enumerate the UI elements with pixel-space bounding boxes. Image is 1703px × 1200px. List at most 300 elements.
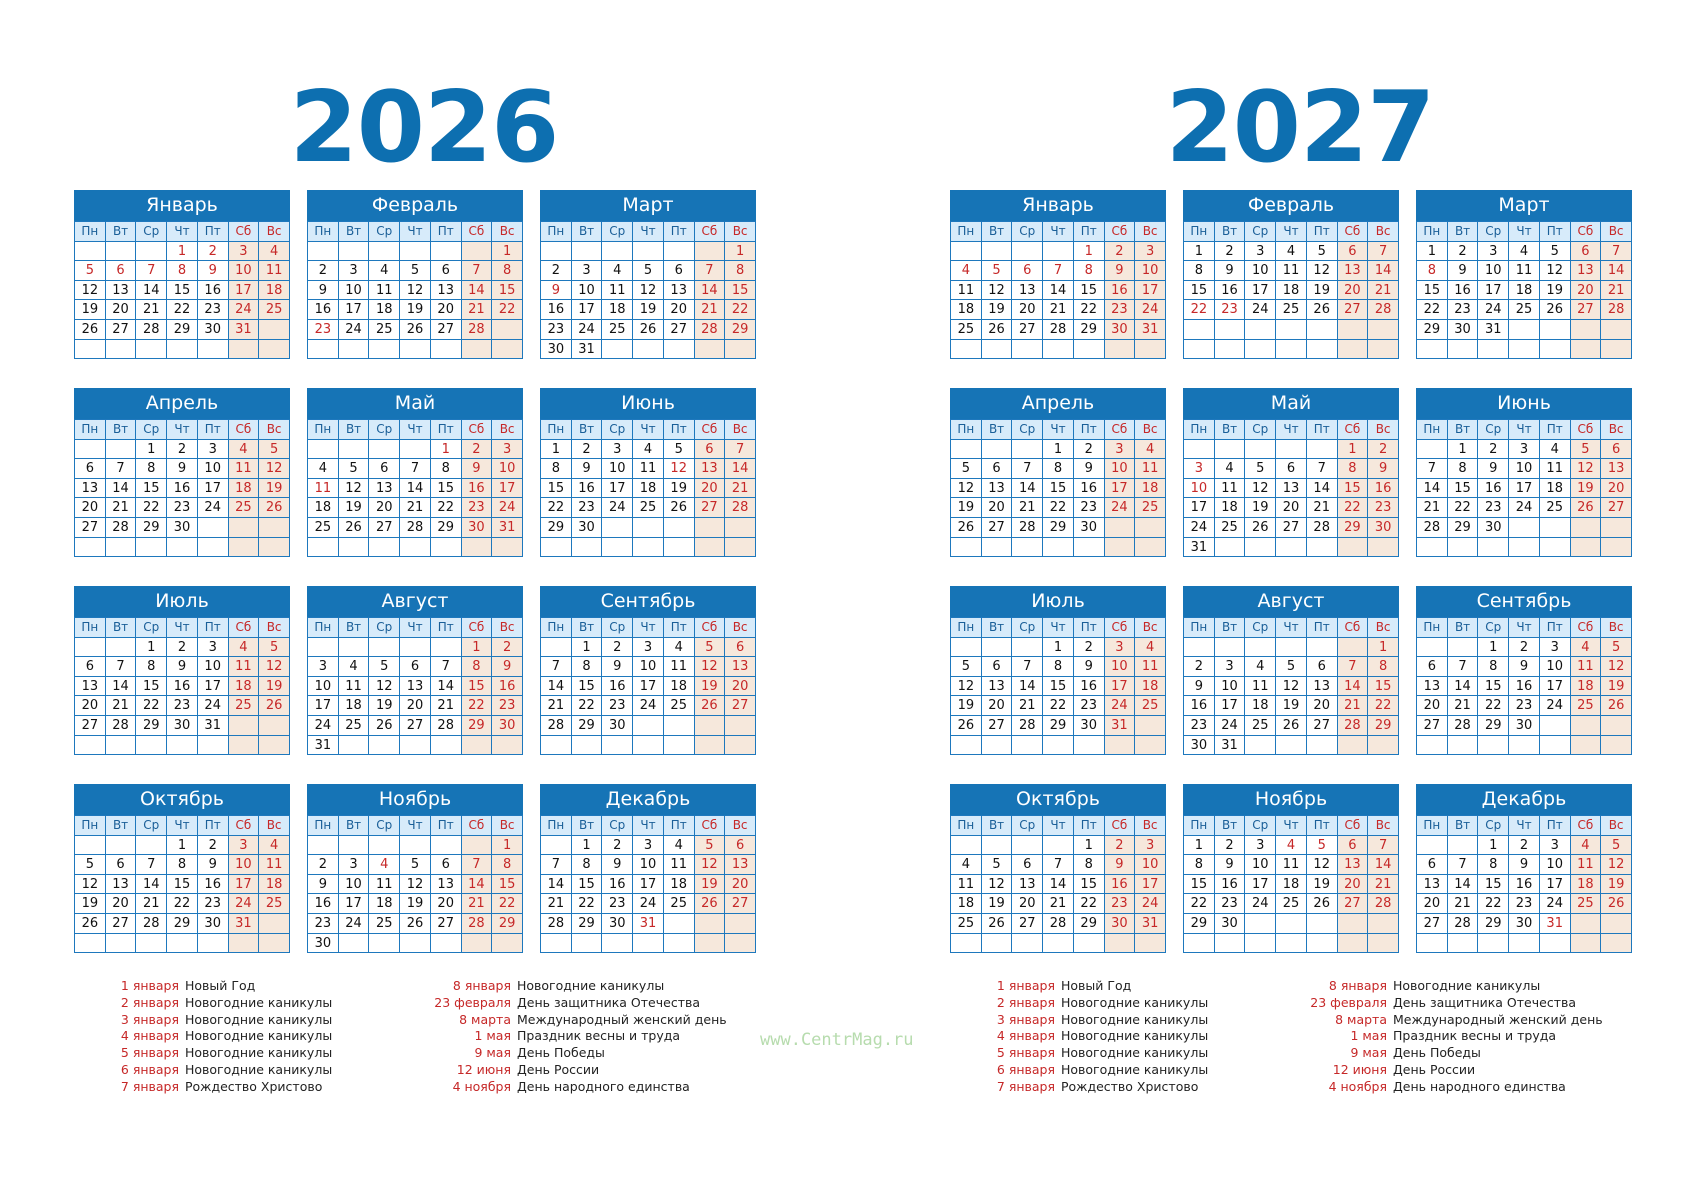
day-cell: 7 [1043,261,1074,281]
empty-day-cell [400,934,431,954]
empty-day-cell [1245,638,1276,658]
day-cell: 11 [1276,855,1307,875]
day-cell: 28 [431,716,462,736]
day-cell: 10 [633,657,664,677]
weekday-header: Вс [725,618,756,638]
weekday-header: Сб [1338,618,1369,638]
day-cell: 9 [602,657,633,677]
day-cell: 29 [1074,320,1105,340]
month-grid [74,419,290,557]
empty-day-cell [1184,340,1215,360]
empty-day-cell [136,340,167,360]
day-cell: 3 [1105,638,1136,658]
weekday-header: Пт [431,420,462,440]
day-cell: 30 [1478,518,1509,538]
holiday-name: Новогодние каникулы [185,994,333,1010]
day-cell: 27 [106,914,137,934]
holidays-column-right [364,978,727,1096]
holiday-date: 4 января [996,1028,1055,1044]
day-cell: 11 [664,855,695,875]
empty-day-cell [572,242,603,262]
empty-day-cell [106,242,137,262]
month-grid [307,617,523,755]
day-cell: 24 [602,498,633,518]
empty-day-cell [633,518,664,538]
empty-day-cell [167,538,198,558]
day-cell: 24 [1245,894,1276,914]
day-cell: 15 [541,479,572,499]
empty-day-cell [167,340,198,360]
weekday-header: Вс [259,816,290,836]
day-cell: 18 [951,894,982,914]
day-cell: 13 [1571,261,1602,281]
day-cell: 2 [1448,242,1479,262]
weekday-header: Пн [308,816,339,836]
holiday-date: 4 ноября [1328,1078,1387,1094]
day-cell: 19 [1571,479,1602,499]
day-cell: 16 [198,281,229,301]
day-cell: 22 [572,696,603,716]
day-cell: 23 [462,498,493,518]
weekday-header: Пн [541,222,572,242]
weekday-header: Вс [259,420,290,440]
day-cell: 24 [229,894,260,914]
day-cell: 26 [982,320,1013,340]
empty-day-cell [1245,340,1276,360]
day-cell: 10 [339,281,370,301]
weekday-header: Вт [339,222,370,242]
empty-day-cell [259,518,290,538]
day-cell: 6 [75,459,106,479]
weekday-header: Чт [1509,222,1540,242]
empty-day-cell [1509,736,1540,756]
day-cell: 28 [136,914,167,934]
day-cell: 26 [951,716,982,736]
day-cell: 27 [1012,914,1043,934]
day-cell: 3 [633,836,664,856]
weekday-header: Ср [1245,222,1276,242]
empty-day-cell [1012,242,1043,262]
day-cell: 17 [1135,875,1166,895]
month-grid [540,617,756,755]
holiday-name: Рождество Христово [185,1078,323,1094]
month-grid [1183,419,1399,557]
weekday-header: Чт [167,420,198,440]
day-cell: 22 [492,894,523,914]
empty-day-cell [1417,440,1448,460]
day-cell: 12 [75,875,106,895]
day-cell: 17 [492,479,523,499]
empty-day-cell [1043,538,1074,558]
weekday-header: Ср [602,420,633,440]
weekday-header: Сб [1338,222,1369,242]
day-cell: 7 [1448,855,1479,875]
empty-day-cell [633,340,664,360]
day-cell: 7 [1368,836,1399,856]
month-title: Март [540,190,756,221]
day-cell: 21 [431,696,462,716]
day-cell: 4 [664,836,695,856]
day-cell: 18 [1276,875,1307,895]
weekday-header: Чт [633,816,664,836]
empty-day-cell [229,716,260,736]
day-cell: 16 [167,677,198,697]
empty-day-cell [339,242,370,262]
day-cell: 11 [229,657,260,677]
weekday-header: Пт [664,222,695,242]
day-cell: 6 [1012,855,1043,875]
empty-day-cell [725,518,756,538]
day-cell: 21 [541,696,572,716]
empty-day-cell [1276,320,1307,340]
holiday-date: 9 мая [474,1045,511,1061]
day-cell: 17 [1215,696,1246,716]
empty-day-cell [951,440,982,460]
weekday-header: Вт [106,222,137,242]
day-cell: 22 [136,498,167,518]
empty-day-cell [951,340,982,360]
day-cell: 22 [1043,696,1074,716]
empty-day-cell [1276,914,1307,934]
day-cell: 11 [259,261,290,281]
day-cell: 10 [572,281,603,301]
day-cell: 21 [1043,894,1074,914]
day-cell: 30 [462,518,493,538]
empty-day-cell [431,638,462,658]
empty-day-cell [1245,914,1276,934]
empty-day-cell [982,340,1013,360]
month-title: Февраль [1183,190,1399,221]
day-cell: 23 [198,894,229,914]
holiday-date: 4 ноября [452,1078,511,1094]
day-cell: 23 [1074,498,1105,518]
day-cell: 14 [462,875,493,895]
day-cell: 26 [664,498,695,518]
weekday-header: Вт [982,618,1013,638]
day-cell: 30 [308,934,339,954]
empty-day-cell [1601,736,1632,756]
weekday-header: Ср [1245,618,1276,638]
empty-day-cell [1478,736,1509,756]
day-cell: 27 [725,894,756,914]
empty-day-cell [1338,914,1369,934]
day-cell: 18 [308,498,339,518]
weekday-header: Ср [602,816,633,836]
day-cell: 31 [492,518,523,538]
weekday-header: Пн [308,618,339,638]
day-cell: 25 [369,914,400,934]
day-cell: 20 [982,696,1013,716]
day-cell: 22 [1448,498,1479,518]
day-cell: 14 [1043,875,1074,895]
empty-day-cell [1478,934,1509,954]
weekday-header: Чт [400,618,431,638]
weekday-header: Сб [462,816,493,836]
day-cell: 4 [1135,638,1166,658]
day-cell: 23 [167,696,198,716]
month-grid [307,815,523,953]
day-cell: 20 [106,300,137,320]
weekday-header: Пт [1307,618,1338,638]
day-cell: 23 [308,914,339,934]
day-cell: 10 [1105,657,1136,677]
day-cell: 8 [136,459,167,479]
empty-day-cell [664,934,695,954]
month-title: Май [307,388,523,419]
weekday-header: Чт [400,420,431,440]
day-cell: 12 [982,281,1013,301]
day-cell: 23 [1448,300,1479,320]
day-cell: 6 [1601,440,1632,460]
day-cell: 5 [75,855,106,875]
day-cell: 16 [602,677,633,697]
holiday-name: Новогодние каникулы [1061,1045,1209,1061]
weekday-header: Чт [1509,618,1540,638]
day-cell: 1 [167,836,198,856]
weekday-header: Чт [1276,618,1307,638]
weekday-header: Сб [1571,618,1602,638]
day-cell: 24 [1245,300,1276,320]
day-cell: 21 [1368,281,1399,301]
day-cell: 3 [1184,459,1215,479]
day-cell: 1 [1448,440,1479,460]
day-cell: 4 [1215,459,1246,479]
day-cell: 30 [1105,914,1136,934]
day-cell: 20 [1417,696,1448,716]
empty-day-cell [492,340,523,360]
weekday-header: Пт [1074,816,1105,836]
day-cell: 26 [1540,300,1571,320]
empty-day-cell [1105,736,1136,756]
day-cell: 24 [1215,716,1246,736]
day-cell: 18 [1571,875,1602,895]
day-cell: 17 [633,875,664,895]
empty-day-cell [1012,736,1043,756]
holiday-row [74,1079,332,1096]
day-cell: 8 [572,855,603,875]
day-cell: 18 [369,300,400,320]
weekday-header: Вт [106,618,137,638]
day-cell: 19 [369,696,400,716]
month-grid [74,617,290,755]
holiday-name: Новогодние каникулы [185,1028,333,1044]
holiday-date: 4 января [120,1028,179,1044]
empty-day-cell [369,736,400,756]
day-cell: 14 [431,677,462,697]
empty-day-cell [1338,638,1369,658]
day-cell: 18 [259,875,290,895]
day-cell: 25 [1509,300,1540,320]
weekday-header: Вт [339,420,370,440]
day-cell: 24 [308,716,339,736]
empty-day-cell [982,836,1013,856]
day-cell: 7 [1012,657,1043,677]
weekday-header: Ср [1478,618,1509,638]
day-cell: 3 [1215,657,1246,677]
empty-day-cell [1540,538,1571,558]
day-cell: 13 [1601,459,1632,479]
day-cell: 19 [633,300,664,320]
weekday-header: Пн [1417,420,1448,440]
day-cell: 1 [1417,242,1448,262]
day-cell: 28 [462,914,493,934]
empty-day-cell [1276,538,1307,558]
day-cell: 29 [167,320,198,340]
day-cell: 16 [1478,479,1509,499]
month-title: Декабрь [1416,784,1632,815]
day-cell: 23 [1074,696,1105,716]
empty-day-cell [1368,538,1399,558]
empty-day-cell [369,638,400,658]
day-cell: 4 [602,261,633,281]
day-cell: 2 [167,440,198,460]
day-cell: 8 [725,261,756,281]
weekday-header: Чт [1509,816,1540,836]
holiday-date: 23 февраля [1310,994,1387,1010]
day-cell: 17 [1540,875,1571,895]
day-cell: 31 [1184,538,1215,558]
day-cell: 8 [492,261,523,281]
day-cell: 16 [602,875,633,895]
day-cell: 14 [1012,677,1043,697]
day-cell: 9 [1478,459,1509,479]
day-cell: 29 [462,716,493,736]
watermark-text: www.CentrMag.ru [760,1030,914,1050]
empty-day-cell [106,538,137,558]
day-cell: 26 [1601,894,1632,914]
empty-day-cell [431,242,462,262]
day-cell: 30 [167,716,198,736]
day-cell: 26 [1276,716,1307,736]
weekday-header: Пн [951,222,982,242]
weekday-header: Сб [229,222,260,242]
day-cell: 4 [664,638,695,658]
day-cell: 17 [229,875,260,895]
day-cell: 21 [1338,696,1369,716]
empty-day-cell [259,340,290,360]
empty-day-cell [1276,340,1307,360]
empty-day-cell [1215,440,1246,460]
day-cell: 1 [1043,638,1074,658]
day-cell: 3 [1540,638,1571,658]
empty-day-cell [1307,340,1338,360]
empty-day-cell [1105,340,1136,360]
weekday-header: Ср [1012,420,1043,440]
month-title: Июль [950,586,1166,617]
day-cell: 31 [229,320,260,340]
day-cell: 20 [431,300,462,320]
empty-day-cell [1540,716,1571,736]
weekday-header: Сб [229,420,260,440]
day-cell: 6 [725,836,756,856]
day-cell: 17 [602,479,633,499]
empty-day-cell [492,934,523,954]
empty-day-cell [400,736,431,756]
day-cell: 10 [492,459,523,479]
weekday-header: Пн [1184,222,1215,242]
day-cell: 4 [369,855,400,875]
weekday-header: Пт [1074,420,1105,440]
day-cell: 29 [1478,914,1509,934]
empty-day-cell [198,736,229,756]
empty-day-cell [308,538,339,558]
day-cell: 3 [229,836,260,856]
empty-day-cell [1135,736,1166,756]
day-cell: 27 [431,320,462,340]
day-cell: 17 [308,696,339,716]
day-cell: 19 [1245,498,1276,518]
weekday-header: Пн [308,420,339,440]
day-cell: 17 [1105,677,1136,697]
day-cell: 26 [695,894,726,914]
empty-day-cell [136,934,167,954]
empty-day-cell [1540,934,1571,954]
day-cell: 3 [492,440,523,460]
weekday-header: Пн [1417,816,1448,836]
holiday-date: 1 мая [474,1028,511,1044]
empty-day-cell [308,440,339,460]
month-calendar [74,190,290,359]
day-cell: 11 [1540,459,1571,479]
day-cell: 11 [308,479,339,499]
day-cell: 3 [198,638,229,658]
empty-day-cell [431,736,462,756]
day-cell: 13 [1338,855,1369,875]
day-cell: 23 [1509,894,1540,914]
day-cell: 28 [1338,716,1369,736]
day-cell: 10 [1540,657,1571,677]
day-cell: 10 [602,459,633,479]
day-cell: 28 [1368,894,1399,914]
holiday-name: Рождество Христово [1061,1078,1199,1094]
day-cell: 30 [541,340,572,360]
holiday-date: 12 июня [1332,1061,1387,1077]
empty-day-cell [1043,340,1074,360]
empty-day-cell [664,242,695,262]
holiday-name: День России [1393,1061,1476,1077]
day-cell: 28 [725,498,756,518]
day-cell: 27 [1417,914,1448,934]
day-cell: 9 [308,281,339,301]
weekday-header: Пн [541,618,572,638]
day-cell: 3 [1105,440,1136,460]
day-cell: 21 [541,894,572,914]
empty-day-cell [695,518,726,538]
holiday-name: Новый Год [1061,978,1132,993]
day-cell: 8 [136,657,167,677]
empty-day-cell [1338,934,1369,954]
weekday-header: Чт [167,618,198,638]
month-calendar [74,586,290,755]
weekday-header: Вт [982,222,1013,242]
day-cell: 14 [400,479,431,499]
day-cell: 11 [1571,855,1602,875]
day-cell: 18 [633,479,664,499]
weekday-header: Сб [1571,222,1602,242]
month-grid [1183,815,1399,953]
day-cell: 23 [1105,300,1136,320]
empty-day-cell [982,440,1013,460]
day-cell: 5 [400,855,431,875]
day-cell: 10 [1540,855,1571,875]
day-cell: 12 [1307,855,1338,875]
day-cell: 15 [1074,281,1105,301]
day-cell: 13 [1012,281,1043,301]
day-cell: 20 [75,498,106,518]
empty-day-cell [1571,716,1602,736]
day-cell: 28 [1448,716,1479,736]
day-cell: 2 [1509,836,1540,856]
